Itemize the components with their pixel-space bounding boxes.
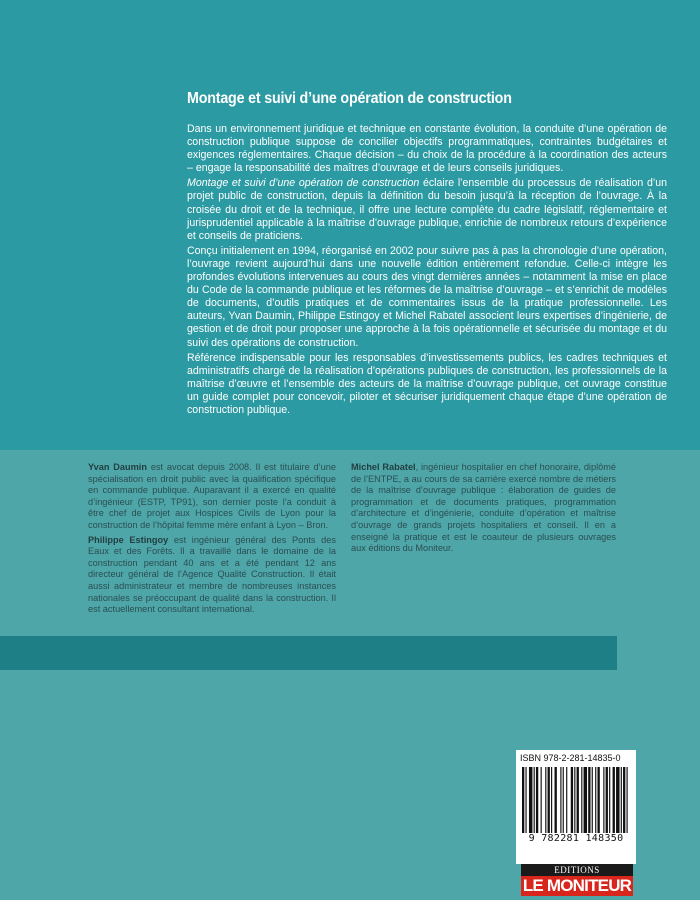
barcode-panel	[516, 750, 636, 864]
summary-paragraph-3: Conçu initialement en 1994, réorganisé en 2002 pour suivre pas à pas la chronologie d’une opération, l’ouvrage revient aujourd’hui dans une nouvelle édition entièrement refondue. Celle-ci intègre les profondes évolutions intervenues au cours des vingt dernières années – notamment la mise en place du Code de la commande publique et les réformes de la maîtrise d’ouvrage – et s’enrichit de modèles de documents, d’outils pratiques et de commentaires issus de la pratique professionnelle. Les auteurs, Yvan Daumin, Philippe Estingoy et Michel Rabatel associent leurs expertises d’ingénierie, de gestion et de droit pour proposer une approche à la fois opérationnelle et sécurisée du montage et du suivi des opérations de construction.	[187, 244, 667, 349]
book-title: Montage et suivi d’une opération de construction	[187, 90, 512, 107]
barcode-bar	[606, 767, 608, 833]
barcode-bar	[595, 767, 596, 833]
barcode-bar	[581, 767, 582, 833]
author-bio-text: , ingénieur hospitalier en chef honoraire, diplômé de l’ENTPE, a au cours de sa carrière exercé nombre de métiers de la maîtrise d’ouvrage publique : élaboration de guides de programmation et de documents pratiques, programmation d’architecture et d’ingénierie, conduite d’opération et maîtrise d’ouvrage de grands projets hospitaliers et conseil. Il en a enseigné la pratique et est le coauteur de plusieurs ouvrages aux éditions du Moniteur.	[351, 462, 616, 554]
barcode-bar	[534, 767, 535, 833]
barcode-bar	[566, 767, 567, 833]
summary-paragraph-1: Dans un environnement juridique et technique en constante évolution, la conduite d’une opération de construction publique suppose de concilier objectifs programmatiques, contraintes budgétaires et exigences réglementaires. Chaque décision – du choix de la procédure à la coordination des acteurs – engage la responsabilité des maîtres d’ouvrage et de leurs conseils juridiques.	[187, 123, 667, 175]
author-name: Michel Rabatel	[351, 462, 416, 472]
barcode-bar	[584, 767, 587, 833]
author-bio-estingoy	[88, 535, 336, 616]
summary-paragraph-2	[187, 177, 667, 242]
authors-column-right	[351, 462, 616, 558]
barcode-bar	[525, 767, 526, 833]
barcode-bar	[541, 767, 542, 833]
decorative-band	[0, 636, 617, 670]
barcode-digits: 9 782281 148350	[528, 833, 624, 844]
barcode-bar	[529, 767, 532, 833]
barcode-bar	[545, 767, 546, 833]
barcode-bar	[592, 767, 593, 833]
barcode-icon	[522, 767, 630, 833]
author-bio-daumin	[88, 462, 336, 532]
isbn-label: ISBN 978-2-281-14835-0	[520, 753, 621, 763]
author-name: Philippe Estingoy	[88, 534, 169, 545]
barcode-bar	[560, 767, 561, 833]
back-cover-summary	[187, 123, 667, 419]
barcode-bar	[577, 767, 579, 833]
publisher-logo	[521, 864, 633, 898]
authors-column-left	[88, 462, 336, 619]
summary-paragraph-2-text: éclaire l’ensemble du processus de réalisation d’un projet public de construction, depuis la définition du besoin jusqu’à la réception de l’ouvrage. À la croisée du droit et de la technique, il offre une lecture complète du cadre législatif, réglementaire et jurisprudentiel applicable à la maîtrise d’ouvrage publique, enrichie de nombreux retours d’expérience et conseils de praticiens.	[187, 177, 667, 242]
author-bio-text: est avocat depuis 2008. Il est titulaire d’une spécialisation en droit public avec la qualification spécifique en commande publique. Auparavant il a exercé en qualité d’ingénieur (ESTP, TP91), son dernier poste l’a conduit à être chef de projet aux Hospices Civils de Lyon pour la construction de l’hôpital femme mère enfant à Lyon – Bron.	[88, 462, 336, 530]
barcode-bar	[555, 767, 557, 833]
barcode-bar	[627, 767, 628, 833]
barcode-bar	[609, 767, 610, 833]
barcode-bar	[621, 767, 622, 833]
barcode-bar	[571, 767, 573, 833]
author-bio-rabatel	[351, 462, 616, 555]
barcode-bar	[522, 767, 524, 833]
barcode-bar	[551, 767, 552, 833]
barcode-bar	[536, 767, 538, 833]
barcode-bar	[603, 767, 604, 833]
barcode-bar	[616, 767, 619, 833]
barcode-bar	[613, 767, 615, 833]
publisher-editions-label: EDITIONS	[521, 864, 633, 876]
barcode-bar	[623, 767, 625, 833]
summary-paragraph-4: Référence indispensable pour les responsables d’investissements publics, les cadres techniques et administratifs chargé de la réalisation d’opérations publiques de construction, les professionnels de la maîtrise d’œuvre et l’ensemble des acteurs de la maîtrise d’ouvrage publique, cet ouvrage constitue un guide complet pour concevoir, piloter et sécuriser juridiquement chaque étape d’une opération de construction publique.	[187, 351, 667, 416]
publisher-name: LE MONITEUR	[522, 876, 632, 895]
author-bio-text: est ingénieur général des Ponts des Eaux et des Forêts. Il a travaillé dans le domaine de la construction pendant 40 ans et a été pendant 12 ans directeur général de l’Agence Qualité Construction. Il était aussi administrateur et membre de nombreuses instances nationales se préoccupant de qualité dans la construction. Il est actuellement consultant international.	[88, 534, 336, 615]
barcode-bar	[588, 767, 590, 833]
barcode-bar	[548, 767, 550, 833]
summary-title-italic: Montage et suivi d’une opération de construction	[187, 177, 420, 190]
barcode-bar	[563, 767, 564, 833]
author-name: Yvan Daumin	[88, 462, 147, 472]
barcode-bar	[597, 767, 599, 833]
barcode-bar	[574, 767, 575, 833]
